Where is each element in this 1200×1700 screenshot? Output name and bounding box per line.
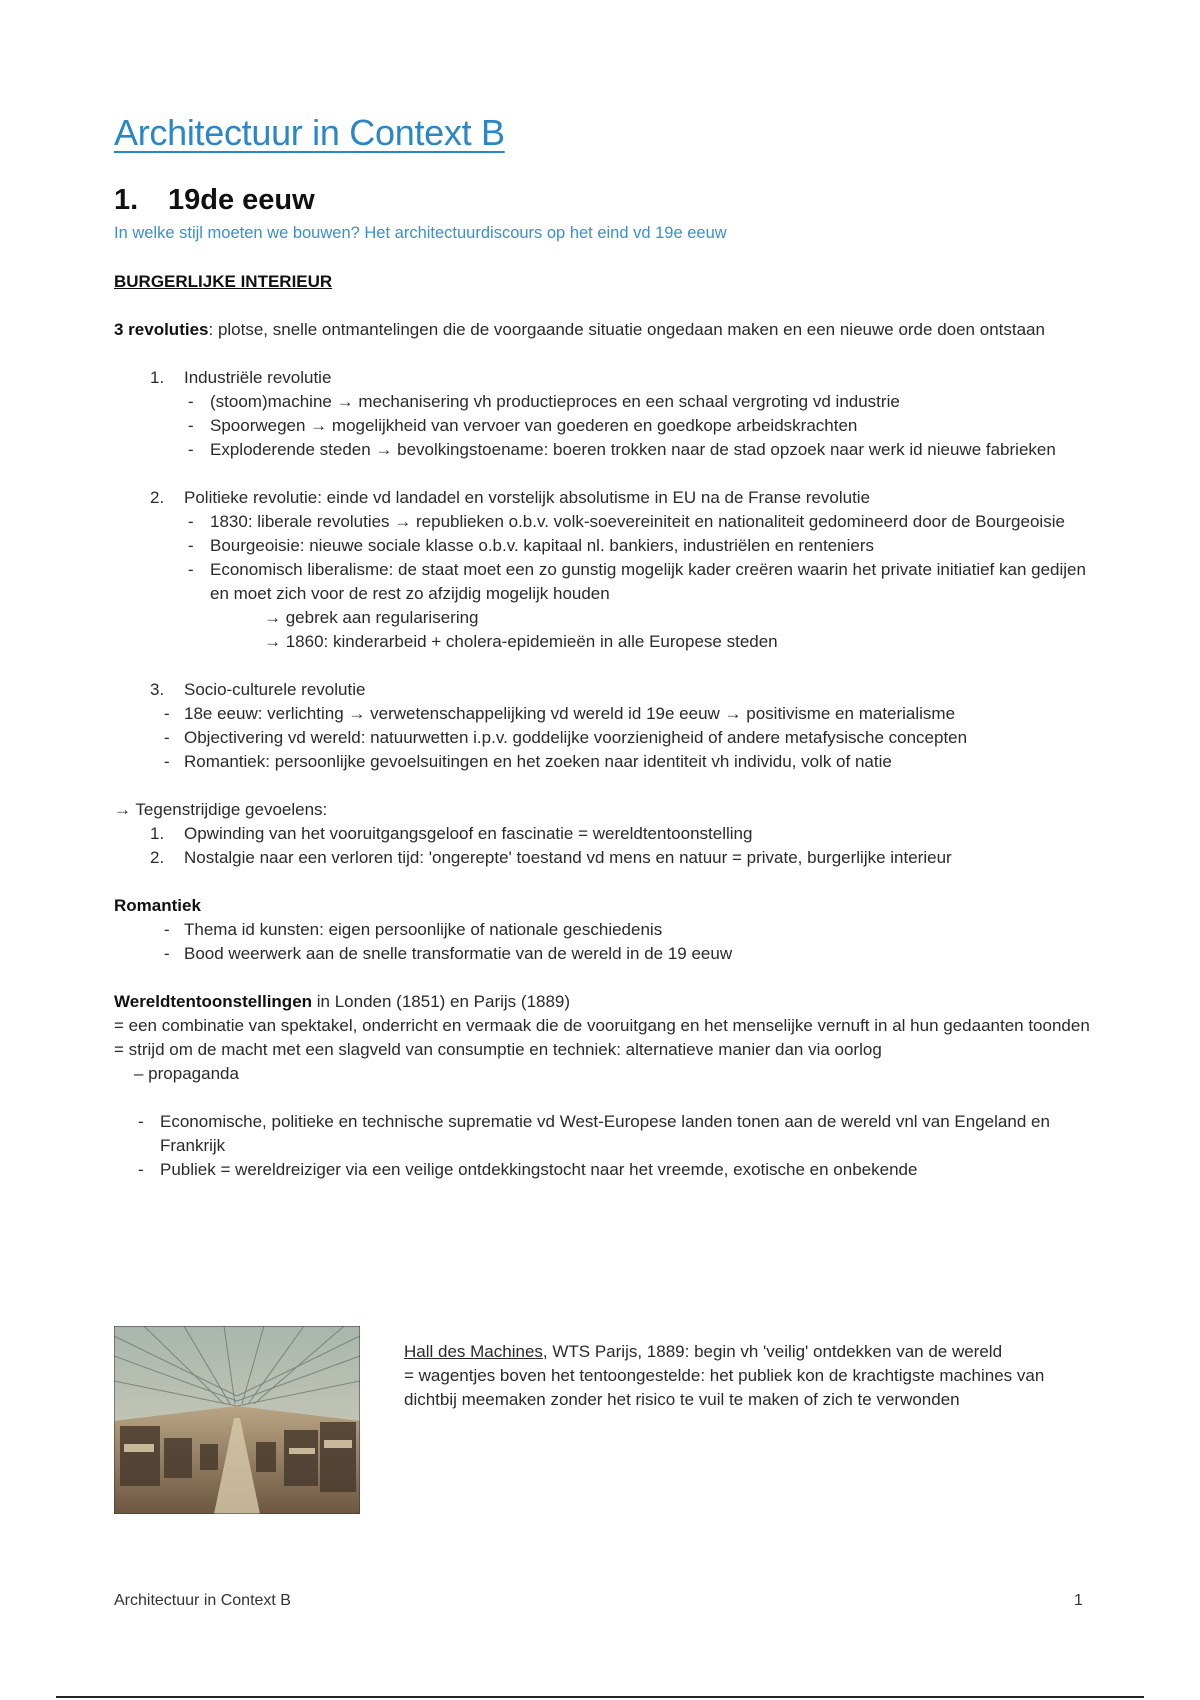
caption-line-2: = wagentjes boven het tentoongestelde: het publiek kon de krachtigste machines van dichtbij meemaken zonder het risico te vuil te maken of zich te verwonden bbox=[404, 1366, 1045, 1409]
romantiek-heading: Romantiek bbox=[114, 896, 201, 915]
chapter-subtitle: In welke stijl moeten we bouwen? Het architectuurdiscours op het eind vd 19e eeuw bbox=[114, 224, 727, 242]
footer-divider bbox=[56, 1696, 1144, 1698]
list-point: - 18e eeuw: verlichting → verwetenschappelijking vd wereld id 19e eeuw → positivisme en materialisme bbox=[114, 702, 1104, 726]
list-point: - Romantiek: persoonlijke gevoelsuitingen en het zoeken naar identiteit vh individu, volk of natie bbox=[114, 750, 1104, 774]
feeling-item bbox=[114, 846, 1104, 870]
list-number: 1. bbox=[150, 368, 165, 387]
hall-des-machines-photo bbox=[114, 1326, 360, 1514]
list-title: Socio-culturele revolutie bbox=[184, 680, 366, 699]
wts-definition: – propaganda bbox=[134, 1064, 239, 1083]
list-point: - Economische, politieke en technische suprematie vd West-Europese landen tonen aan de wereld vnl van Engeland en Frankrijk bbox=[114, 1110, 1104, 1158]
intro-text: : plotse, snelle ontmantelingen die de voorgaande situatie ongedaan maken en een nieuwe orde doen ontstaan bbox=[208, 320, 1045, 339]
list-point: - Bood weerwerk aan de snelle transformatie van de wereld in de 19 eeuw bbox=[114, 942, 1104, 966]
revolution-item bbox=[114, 486, 1104, 510]
feelings-intro: → Tegenstrijdige gevoelens: bbox=[114, 800, 328, 819]
list-number: 3. bbox=[150, 680, 165, 699]
list-point: - Bourgeoisie: nieuwe sociale klasse o.b.v. kapitaal nl. bankiers, industriëlen en renteniers bbox=[114, 534, 1104, 558]
list-point: - Objectivering vd wereld: natuurwetten i.p.v. goddelijke voorzienigheid of andere metafysische concepten bbox=[114, 726, 1104, 750]
section-heading: BURGERLIJKE INTERIEUR bbox=[114, 272, 333, 291]
list-title: Industriële revolutie bbox=[184, 368, 332, 387]
figure-caption bbox=[404, 1340, 1094, 1412]
document-title: Architectuur in Context B bbox=[114, 112, 505, 153]
arrow-point: → 1860: kinderarbeid + cholera-epidemieën in alle Europese steden bbox=[264, 632, 778, 651]
wts-heading-rest: in Londen (1851) en Parijs (1889) bbox=[312, 992, 571, 1011]
intro-bold: 3 revoluties bbox=[114, 320, 209, 339]
list-title: Politieke revolutie: einde vd landadel en vorstelijk absolutisme in EU na de Franse revolutie bbox=[184, 488, 871, 507]
list-point: - Economisch liberalisme: de staat moet een zo gunstig mogelijk kader creëren waarin het private initiatief kan gedijen en moet zich voor de rest zo afzijdig mogelijk houden bbox=[114, 558, 1104, 606]
revolution-item bbox=[114, 678, 1104, 702]
wts-definition: = strijd om de macht met een slagveld van consumptie en techniek: alternatieve manier dan via oorlog bbox=[114, 1040, 882, 1059]
list-point: - 1830: liberale revoluties → republieken o.b.v. volk-soevereiniteit en nationaliteit gedomineerd door de Bourgeoisie bbox=[114, 510, 1104, 534]
feeling-item bbox=[114, 822, 1104, 846]
list-point: - Publiek = wereldreiziger via een veilige ontdekkingstocht naar het vreemde, exotische en onbekende bbox=[114, 1158, 1104, 1182]
footer-title: Architectuur in Context B bbox=[114, 1592, 291, 1609]
chapter-number: 1. bbox=[114, 184, 139, 216]
wts-heading-bold: Wereldtentoonstellingen bbox=[114, 992, 313, 1011]
list-text: Nostalgie naar een verloren tijd: 'ongerepte' toestand vd mens en natuur = private, burgerlijke interieur bbox=[184, 848, 952, 867]
list-number: 1. bbox=[150, 824, 165, 843]
list-number: 2. bbox=[150, 488, 165, 507]
list-point: - Spoorwegen → mogelijkheid van vervoer van goederen en goedkope arbeidskrachten bbox=[114, 414, 1104, 438]
page-number: 1 bbox=[1074, 1592, 1083, 1609]
revolution-item bbox=[114, 366, 1104, 390]
list-number: 2. bbox=[150, 848, 165, 867]
intro-paragraph bbox=[114, 318, 1104, 342]
caption-title: Hall des Machines bbox=[404, 1342, 543, 1361]
chapter-heading bbox=[114, 184, 315, 217]
chapter-title: 19de eeuw bbox=[168, 184, 315, 216]
list-point: - Exploderende steden → bevolkingstoename: boeren trokken naar de stad opzoek naar werk id nieuwe fabrieken bbox=[114, 438, 1104, 462]
list-text: Opwinding van het vooruitgangsgeloof en fascinatie = wereldtentoonstelling bbox=[184, 824, 753, 843]
caption-line-1: , WTS Parijs, 1889: begin vh 'veilig' ontdekken van de wereld bbox=[542, 1342, 1003, 1361]
wts-heading bbox=[114, 990, 1104, 1014]
arrow-point: → gebrek aan regularisering bbox=[264, 608, 479, 627]
document-body bbox=[114, 270, 1104, 1182]
list-point: - (stoom)machine → mechanisering vh productieproces en een schaal vergroting vd industrie bbox=[114, 390, 1104, 414]
list-point: - Thema id kunsten: eigen persoonlijke of nationale geschiedenis bbox=[114, 918, 1104, 942]
wts-definition: = een combinatie van spektakel, onderricht en vermaak die de vooruitgang en het menselijke vernuft in al hun gedaanten toonden bbox=[114, 1016, 1090, 1035]
